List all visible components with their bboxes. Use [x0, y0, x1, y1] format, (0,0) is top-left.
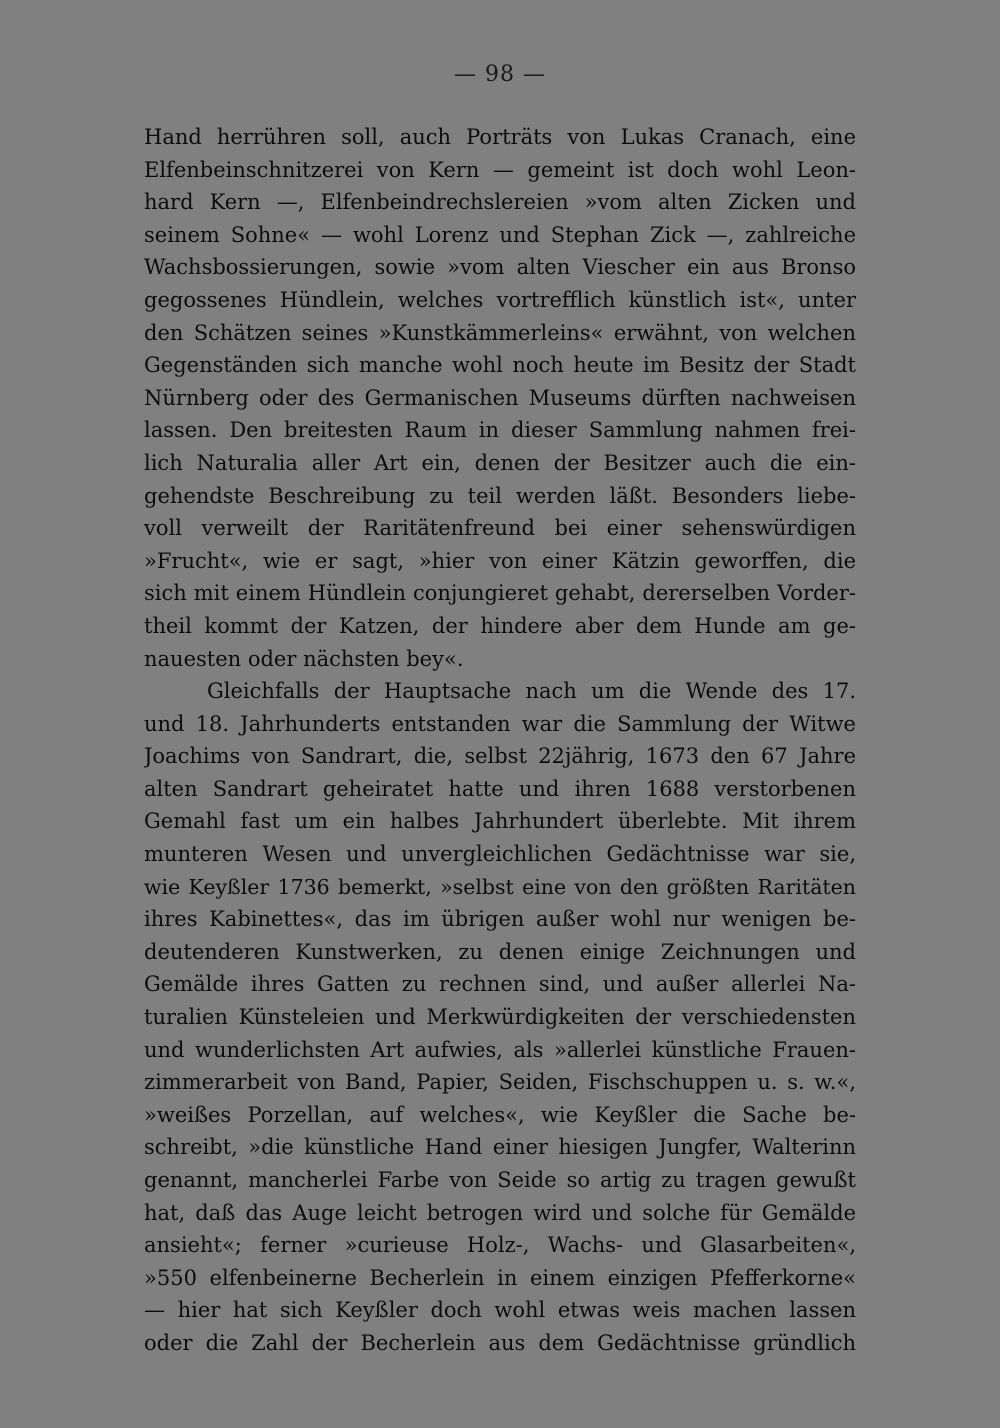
text-line: »Frucht«, wie er sagt, »hier von einer Kätzin geworffen, die	[144, 548, 856, 573]
text-line: Gemälde ihres Gatten zu rechnen sind, und außer allerlei Na-	[144, 972, 856, 997]
text-line: oder die Zahl der Becherlein aus dem Gedächtnisse gründlich	[144, 1330, 856, 1355]
text-line: gegossenes Hündlein, welches vortrefflich künstlich ist«, unter	[144, 287, 856, 312]
text-line: lich Naturalia aller Art ein, denen der Besitzer auch die ein-	[144, 450, 856, 475]
text-line: Gegenständen sich manche wohl noch heute im Besitz der Stadt	[144, 353, 856, 378]
text-line: alten Sandrart geheiratet hatte und ihren 1688 verstorbenen	[144, 776, 856, 801]
text-line: turalien Künsteleien und Merkwürdigkeiten der verschiedensten	[144, 1005, 856, 1030]
text-line: Gleichfalls der Hauptsache nach um die Wende des 17.	[207, 679, 856, 704]
text-line: hat, daß das Auge leicht betrogen wird und solche für Gemälde	[144, 1200, 856, 1225]
text-line: nauesten oder nächsten bey«.	[144, 646, 464, 671]
text-line: Wachsbossierungen, sowie »vom alten Viescher ein aus Bronso	[144, 255, 856, 280]
text-line: sich mit einem Hündlein conjungieret gehabt, dererselben Vorder-	[144, 581, 856, 606]
text-line: ansieht«; ferner »curieuse Holz-, Wachs- und Glasarbeiten«,	[144, 1233, 856, 1258]
text-line: voll verweilt der Raritätenfreund bei einer sehenswürdigen	[144, 516, 856, 541]
text-line: »weißes Porzellan, auf welches«, wie Keyßler die Sache be-	[144, 1102, 856, 1127]
text-line: Elfenbeinschnitzerei von Kern — gemeint ist doch wohl Leon-	[144, 157, 856, 182]
text-line: den Schätzen seines »Kunstkämmerleins« erwähnt, von welchen	[144, 320, 856, 345]
text-line: Hand herrühren soll, auch Porträts von Lukas Cranach, eine	[144, 125, 856, 149]
text-line: hard Kern —, Elfenbeindrechslereien »vom alten Zicken und	[144, 190, 856, 215]
text-line: gehendste Beschreibung zu teil werden läßt. Besonders liebe-	[144, 483, 856, 508]
text-line: Joachims von Sandrart, die, selbst 22jährig, 1673 den 67 Jahre	[144, 744, 856, 769]
text-line: und 18. Jahrhunderts entstanden war die Sammlung der Witwe	[144, 711, 856, 736]
text-line: und wunderlichsten Art aufwies, als »allerlei künstliche Frauen-	[144, 1037, 856, 1062]
text-line: »550 elfenbeinerne Becherlein in einem einzigen Pfefferkorne«	[144, 1265, 856, 1290]
text-line: — hier hat sich Keyßler doch wohl etwas weis machen lassen	[144, 1298, 856, 1323]
text-line: theil kommt der Katzen, der hindere aber dem Hunde am ge-	[144, 613, 856, 638]
text-line: seinem Sohne« — wohl Lorenz und Stephan Zick —, zahlreiche	[144, 222, 856, 247]
body-text	[144, 121, 856, 1360]
text-line: munteren Wesen und unvergleichlichen Gedächtnisse war sie,	[144, 842, 856, 867]
text-line: schreibt, »die künstliche Hand einer hiesigen Jungfer, Walterinn	[144, 1135, 856, 1160]
text-line: wie Keyßler 1736 bemerkt, »selbst eine von den größten Raritäten	[144, 874, 856, 899]
text-line: ihres Kabinettes«, das im übrigen außer wohl nur wenigen be-	[144, 907, 856, 932]
text-line: Gemahl fast um ein halbes Jahrhundert überlebte. Mit ihrem	[144, 809, 856, 834]
page-number: — 98 —	[454, 62, 546, 87]
text-line: deutenderen Kunstwerken, zu denen einige Zeichnungen und	[144, 939, 856, 964]
text-line: Nürnberg oder des Germanischen Museums dürften nachweisen	[144, 385, 856, 410]
text-line: lassen. Den breitesten Raum in dieser Sammlung nahmen frei-	[144, 418, 856, 443]
text-line: zimmerarbeit von Band, Papier, Seiden, Fischschuppen u. s. w.«,	[144, 1070, 856, 1095]
text-line: genannt, mancherlei Farbe von Seide so artig zu tragen gewußt	[144, 1168, 856, 1192]
